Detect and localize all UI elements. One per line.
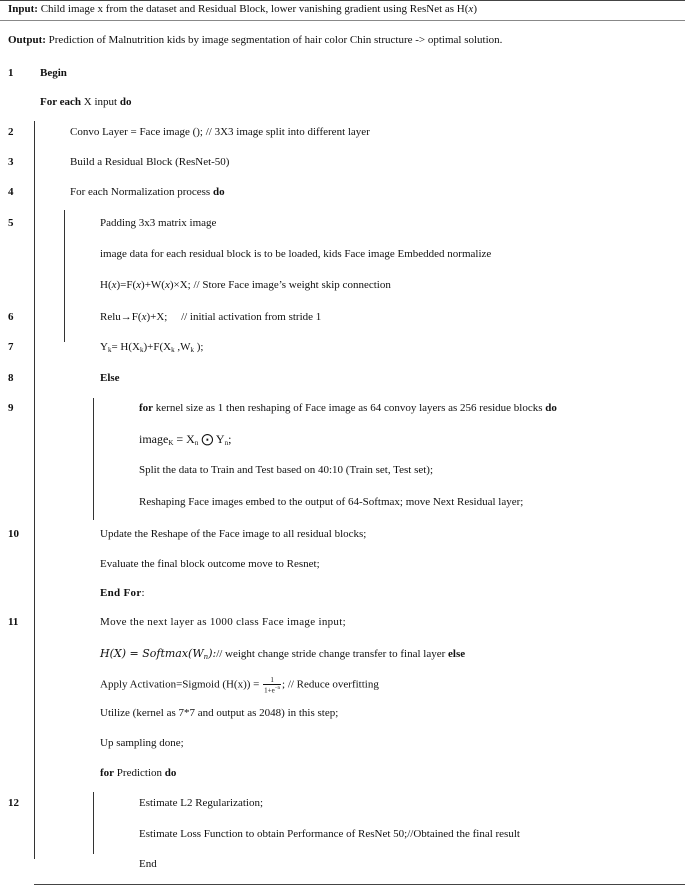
block-bar-level-3: [93, 398, 94, 520]
input-text: Child image x from the dataset and Residual Block, lower vanishing gradient using ResNet as H(: [40, 3, 469, 15]
step-4: For each Normalization process do: [70, 186, 225, 198]
step-10: Update the Reshape of the Face image to all residual blocks;: [100, 528, 367, 540]
block-bar-level-1: [34, 121, 35, 859]
output-line: [8, 33, 502, 47]
output-text: Prediction of Malnutrition kids by image segmentation of hair color Chin structure -> optimal solution.: [48, 34, 503, 46]
step-for-each: For each X input do: [40, 96, 132, 108]
step-11d: Utilize (kernel as 7*7 and output as 2048) in this step;: [100, 707, 339, 719]
step-end-for: End For:: [100, 587, 145, 599]
step-7: Yk= H(Xk)+F(Xk ,Wk );: [100, 341, 204, 354]
step-11f-for: for Prediction do: [100, 767, 177, 779]
step-9: for kernel size as 1 then reshaping of Face image as 64 convoy layers as 256 residue blocks do: [139, 402, 557, 414]
line-number-4: 4: [8, 186, 14, 198]
line-number-3: 3: [8, 156, 14, 168]
step-10b: Evaluate the final block outcome move to Resnet;: [100, 558, 320, 570]
line-number-2: 2: [8, 126, 14, 138]
block-bar-predict: [93, 792, 94, 854]
step-5c: H(x)=F(x)+W(x)×X; // Store Face image’s weight skip connection: [100, 279, 391, 291]
step-3: Build a Residual Block (ResNet-50): [70, 156, 230, 168]
line-number-6: 6: [8, 311, 14, 323]
input-line: Input: Child image x from the dataset and Residual Block, lower vanishing gradient using ResNet as H(x): [8, 3, 477, 15]
bottom-rule: [34, 884, 685, 885]
step-12c-end: End: [139, 858, 157, 870]
line-number-12: 12: [8, 797, 19, 809]
step-11b-softmax: H(X) = Softmax(Wn):// weight change stride change transfer to final layer else: [100, 647, 466, 661]
step-5: Padding 3x3 matrix image: [100, 217, 217, 229]
block-bar-level-2: [64, 210, 65, 342]
step-2: Convo Layer = Face image (); // 3X3 image split into different layer: [70, 126, 370, 138]
step-11e: Up sampling done;: [100, 737, 184, 749]
output-label: Output:: [8, 34, 46, 46]
step-5b: image data for each residual block is to be loaded, kids Face image Embedded normalize: [100, 248, 492, 260]
step-8-else: Else: [100, 372, 120, 384]
line-number-7: 7: [8, 341, 14, 353]
sigmoid-fraction: $\frac{1}{1+e^{-n}}$: [264, 676, 281, 695]
line-number-1: 1: [8, 67, 14, 79]
line-number-10: 10: [8, 528, 19, 540]
top-rule: [0, 0, 685, 1]
step-9c: Split the data to Train and Test based on 40:10 (Train set, Test set);: [139, 464, 434, 476]
step-12b: Estimate Loss Function to obtain Performance of ResNet 50;//Obtained the final result: [139, 828, 520, 840]
line-number-8: 8: [8, 372, 14, 384]
step-9b-formula: imageK = Xn ⨀ Yn;: [139, 432, 232, 447]
input-label: Input:: [8, 3, 38, 15]
step-12: Estimate L2 Regularization;: [139, 797, 264, 809]
line-number-11: 11: [8, 616, 19, 628]
line-number-5: 5: [8, 217, 14, 229]
step-11c-sigmoid: Apply Activation=Sigmoid (H(x)) = $\frac{1}{1+e^{-n}}$ ; // Reduce overfitting: [100, 676, 379, 695]
step-begin: Begin: [40, 67, 67, 79]
step-6: Relu→F(x)+X; // initial activation from stride 1: [100, 311, 322, 323]
step-9d: Reshaping Face images embed to the output of 64-Softmax; move Next Residual layer;: [139, 496, 524, 508]
step-11: Move the next layer as 1000 class Face image input;: [100, 616, 346, 628]
line-number-9: 9: [8, 402, 14, 414]
header-rule: [0, 20, 685, 21]
